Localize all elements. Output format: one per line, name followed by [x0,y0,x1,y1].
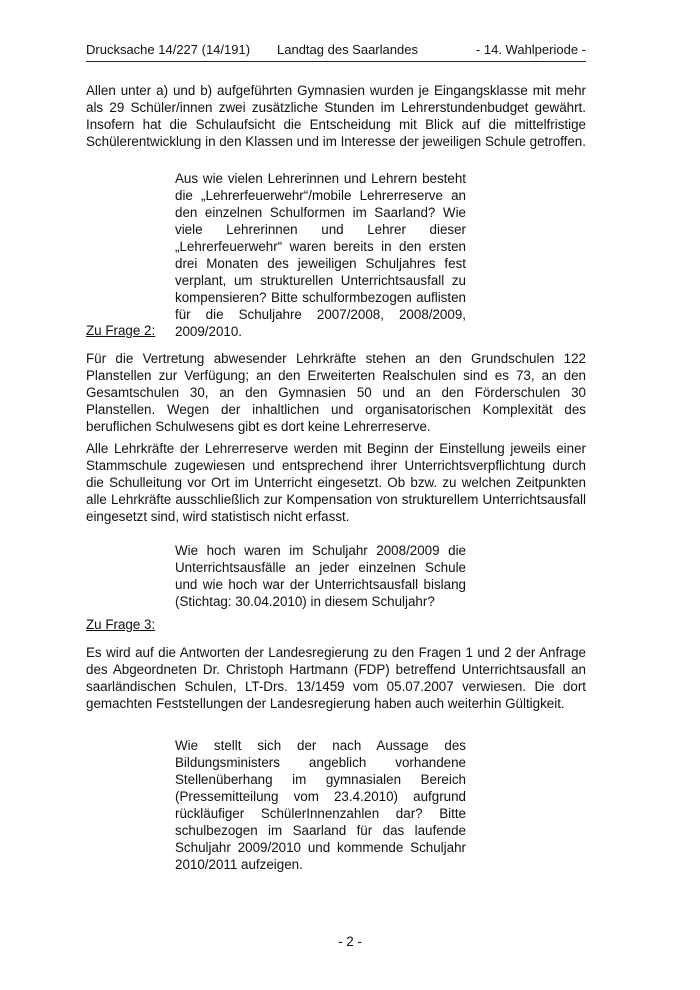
question-4: Wie stellt sich der nach Aussage des Bildungsministers angeblich vorhandene Stellenüberhang im gymnasialen Bereich (Pressemitteilung vom 23.4.2010) aufgrund rückläufiger SchülerInnenzahlen dar? Bitte schulbezogen im Saarland für das laufende Schuljahr 2009/2010 und kommende Schuljahr 2010/2011 aufzeigen. [175,738,466,872]
intro-paragraph: Allen unter a) und b) aufgeführten Gymnasien wurden je Eingangsklasse mit mehr als 29 Schüler/innen zwei zusätzliche Stunden im Lehrerstundenbudget gewährt. Insofern hat die Schulaufsicht die Entscheidung mit Blick auf die mittelfristige Schülerentwicklung in den Klassen und im Interesse der jeweiligen Schule getroffen. [86,83,586,149]
heading-answer-2: Zu Frage 2: [86,323,156,338]
heading-answer-3: Zu Frage 3: [86,617,156,632]
document-number: Drucksache 14/227 (14/191) [86,42,251,57]
answer-2-paragraph-2: Alle Lehrkräfte der Lehrerreserve werden mit Beginn der Einstellung jeweils einer Stammschule zugewiesen und entsprechend ihrer Unterrichtsverpflichtung durch die Schulleitung vor Ort im Unterricht eingesetzt. Ob bzw. zu welchen Zeitpunkten alle Lehrkräfte ausschließlich zur Kompensation von strukturellem Unterrichtsausfall eingesetzt sind, wird statistisch nicht erfasst. [86,441,586,524]
page-number: - 2 - [338,934,362,949]
parliament-name: Landtag des Saarlandes [277,42,418,57]
question-3: Wie hoch waren im Schuljahr 2008/2009 die Unterrichtsausfälle an jeder einzelnen Schule und wie hoch war der Unterrichtsausfall bislang (Stichtag: 30.04.2010) in diesem Schuljahr? [175,543,466,609]
answer-3-paragraph: Es wird auf die Antworten der Landesregierung zu den Fragen 1 und 2 der Anfrage des Abgeordneten Dr. Christoph Hartmann (FDP) betreffend Unterrichtsausfall an saarländischen Schulen, LT-Drs. 13/1459 vom 05.07.2007 verwiesen. Die dort gemachten Feststellungen der Landesregierung haben auch weiterhin Gültigkeit. [86,645,586,711]
page-header [86,41,586,62]
answer-2-paragraph-1: Für die Vertretung abwesender Lehrkräfte stehen an den Grundschulen 122 Planstellen zur Verfügung; an den Erweiterten Realschulen sind es 73, an den Gesamtschulen 30, an den Gymnasien 50 und an den Förderschulen 30 Planstellen. Wegen der inhaltlichen und organisatorischen Komplexität des beruflichen Schulwesens gibt es dort keine Lehrerreserve. [86,351,586,434]
question-2: Aus wie vielen Lehrerinnen und Lehrern besteht die „Lehrerfeuerwehr“/mobile Lehrerreserve an den einzelnen Schulformen im Saarland? Wie viele Lehrerinnen und Lehrer dieser „Lehrerfeuerwehr“ waren bereits in den ersten drei Monaten des jeweiligen Schuljahres fest verplant, um strukturellen Unterrichtsausfall zu kompensieren? Bitte schulformbezogen auflisten für die Schuljahre 2007/2008, 2008/2009, 2009/2010. [175,171,466,339]
legislative-period: - 14. Wahlperiode - [475,42,586,57]
